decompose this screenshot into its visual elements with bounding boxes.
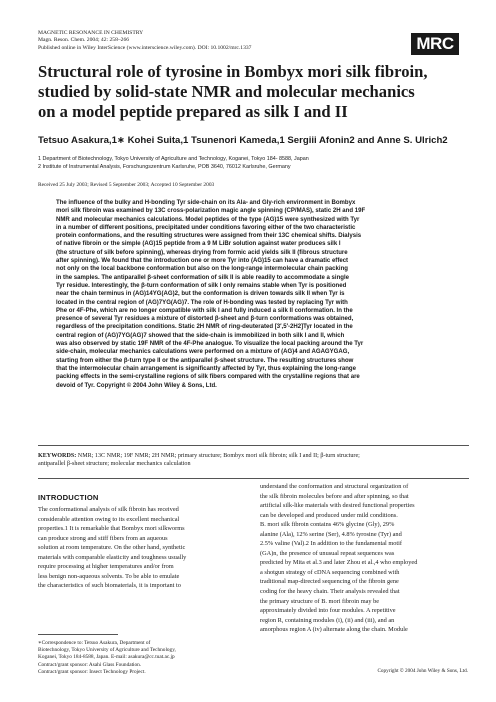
abstract-line: mori silk fibroin was examined by 13C cross-polarization magic angle spinning (CP/MAS), static 2H and 19F: [56, 208, 366, 215]
abstract-line: packing effects in the semi-crystalline regions of silk fibers compared with the crystalline regions that are: [56, 374, 360, 381]
journal-citation: Magn. Reson. Chem. 2004; 42: 258–266: [38, 37, 130, 44]
body-line: the characteristics of such biomaterials, it is important to: [38, 582, 181, 590]
body-line: coding for the heavy chain. Their analysis revealed that: [260, 588, 400, 596]
abstract-line: of native fibroin or the simple (AG)15 peptide from a 9 M LiBr solution against water produces silk I: [56, 241, 341, 248]
abstract-line: devoid of Tyr. Copyright © 2004 John Wiley & Sons, Ltd.: [56, 382, 217, 389]
body-line: less benign non-aqueous solvents. To be able to emulate: [38, 572, 180, 580]
body-line: predicted by Mita et al.3 and later Zhou et al.,4 who employed: [260, 559, 418, 567]
body-line: a shotgun strategy of cDNA sequencing combined with: [260, 568, 400, 576]
body-line: can produce strong and stiff fibers from an aqueous: [38, 534, 168, 542]
body-line: understand the conformation and structural organization of: [260, 483, 409, 490]
section-heading-introduction: INTRODUCTION: [38, 493, 99, 502]
abstract-line: Phe or 4F-Phe, which are no longer compatible with silk I and fully induced a silk II conformation. In the: [56, 307, 353, 314]
author-list: Tetsuo Asakura,1∗ Kohei Suita,1 Tsunenori Kameda,1 Sergiii Afonin2 and Anne S. Ulrich2: [38, 135, 448, 146]
body-line: 2.5% valine (Val).2 In addition to the fundamental motif: [260, 540, 402, 548]
abstract-line: central region of (AG)7YG(AG)7 showed that the side-chain is immobilized in both silk I and II, which: [56, 332, 345, 339]
abstract-line: (the structure of silk before spinning), whereas drying from formic acid yields silk II (fibrous structure: [56, 249, 348, 256]
copyright-notice: Copyright © 2004 John Wiley & Sons, Ltd.: [377, 668, 468, 674]
footnote-line: Contract/grant sponsor: Asahi Glass Foundation.: [38, 661, 142, 668]
footnote-line: ∗Correspondence to: Tetsuo Asakura, Department of: [38, 640, 151, 646]
journal-logo: MRC: [411, 33, 459, 55]
keywords-line: antiparallel β-sheet structure; molecular mechanics calculation: [38, 461, 191, 468]
received-dates: Received 25 July 2003; Revised 5 September 2003; Accepted 10 September 2003: [38, 182, 215, 188]
affiliation: 2 Institute of Instrumental Analysis, Forschungszentrum Karlsruhe, POB 3640, 76012 Karlsruhe, Germany: [38, 164, 291, 171]
body-column-left: [38, 505, 244, 591]
abstract-line: The influence of the bulky and H-bonding Tyr side-chain on its Ala- and Gly-rich environment in Bombyx: [56, 200, 356, 206]
abstract-line: NMR and molecular mechanics calculations. Model peptides of the type (AG)15 were synthesized with Tyr: [56, 216, 360, 223]
abstract-line: near the chain terminus in (AG)14YG(AG)2, but the conformation is driven towards silk II when Tyr is: [56, 291, 345, 298]
abstract-line: in a number of different positions, precipitated under conditions favoring either of the two characteristic: [56, 224, 356, 231]
abstract-line: protein conformations, and the resulting structures were assigned from their 13C chemical shifts. Dialysis: [56, 233, 362, 240]
journal-header: [38, 30, 398, 52]
body-line: the primary structure of B. mori fibroin may be: [260, 597, 380, 605]
footnote-line: Biotechnology, Tokyo University of Agriculture and Technology,: [38, 647, 176, 654]
keywords-line: NMR; 13C NMR; 19F NMR; 2H NMR; primary structure; Bombyx mori silk fibroin; silk I and II; β-turn structure;: [77, 453, 360, 459]
keywords-bottom-rule: [38, 478, 469, 479]
abstract-line: regardless of the precipitation conditions. Static 2H NMR of ring-deuterated [3′,5′-2H2]Tyr located in the: [56, 324, 353, 331]
body-line: approximately divided into four modules. A repetitive: [260, 607, 396, 615]
abstract-line: presence of several Tyr residues a mixture of distorted β-sheet and β-turn conformations was obtained,: [56, 316, 354, 323]
body-line: require processing at higher temperatures and/or from: [38, 563, 174, 571]
body-line: materials with comparable elasticity and toughness usually: [38, 553, 187, 561]
body-line: traditional map-directed sequencing of the fibroin gene: [260, 578, 399, 586]
body-line: solution at room temperature. On the other hand, synthetic: [38, 544, 186, 552]
affiliations: [38, 155, 468, 171]
body-line: properties.1 It is remarkable that Bombyx mori silkworms: [38, 525, 185, 533]
footnote-line: Contract/grant sponsor: Insect Technology Project.: [38, 668, 146, 675]
keywords: [38, 452, 470, 469]
footnote-rule: [38, 634, 118, 635]
title-line: on a model peptide prepared as silk I and II: [38, 102, 348, 121]
body-line: the silk fibroin molecules before and after spinning, so that: [260, 492, 409, 500]
body-line: amorphous region A (iv) alternate along the chain. Module: [260, 626, 408, 634]
body-line: can be developed and produced under mild conditions.: [260, 511, 398, 519]
abstract-line: starting from either the β-turn type II or the antiparallel β-sheet structure. The resulting structures show: [56, 357, 354, 364]
abstract-line: after spinning). We found that the introduction one or more Tyr into (AG)15 can have a dramatic effect: [56, 258, 349, 265]
body-line: artificial silk-like materials with desired functional properties: [260, 502, 415, 510]
abstract-line: Tyr residue. Interestingly, the β-turn conformation of silk I only remains stable when Tyr is positioned: [56, 282, 347, 289]
abstract-line: was also observed by static 19F NMR of the 4F-Phe analogue. To visualize the local packing around the Tyr: [56, 341, 364, 348]
body-line: considerable attention owing to its excellent mechanical: [38, 515, 180, 523]
article-title: [38, 62, 468, 122]
abstract-line: in the samples. The antiparallel β-sheet conformation of silk II is able readily to accommodate a single: [56, 274, 350, 281]
body-line: The conformational analysis of silk fibroin has received: [38, 506, 179, 513]
title-line: Structural role of tyrosine in Bombyx mori silk fibroin,: [38, 62, 428, 81]
body-line: alanine (Ala), 12% serine (Ser), 4.8% tyrosine (Tyr) and: [260, 530, 402, 538]
footnote-line: Koganei, Tokyo 184-8588, Japan. E-mail: asakura@cc.tuat.ac.jp: [38, 654, 175, 661]
body-line: B. mori silk fibroin contains 46% glycine (Gly), 29%: [260, 521, 395, 529]
title-line: studied by solid-state NMR and molecular mechanics: [38, 82, 415, 101]
abstract-line: side-chain, molecular mechanics calculations were performed on a mixture of (AG)4 and AGAGYGAG,: [56, 349, 350, 356]
abstract-line: located in the central region of (AG)7YG(AG)7. The role of H-bonding was tested by replacing Tyr with: [56, 299, 348, 306]
body-column-right: [260, 482, 466, 635]
abstract-line: that the intermolecular chain arrangement is significantly affected by Tyr, thus explaining the long-range: [56, 365, 356, 372]
body-line: region R, containing modules (i), (ii) and (iii), and an: [260, 616, 395, 624]
correspondence-footnote: [38, 640, 244, 676]
affiliation: 1 Department of Biotechnology, Tokyo University of Agriculture and Technology, Koganei, Tokyo 184- 8588, Japan: [38, 156, 309, 162]
keywords-label: KEYWORDS:: [38, 453, 77, 459]
published-online-note: Published online in Wiley InterScience (www.interscience.wiley.com). DOI: 10.1002/mrc.1337: [38, 44, 252, 51]
body-line: (GA)n, the presence of unusual repeat sequences was: [260, 549, 395, 557]
journal-name: MAGNETIC RESONANCE IN CHEMISTRY: [38, 30, 144, 36]
abstract-line: not only on the local backbone conformation but also on the long-range intermolecular chain packing: [56, 266, 348, 273]
keywords-top-rule: [38, 445, 469, 446]
abstract: [56, 199, 469, 389]
